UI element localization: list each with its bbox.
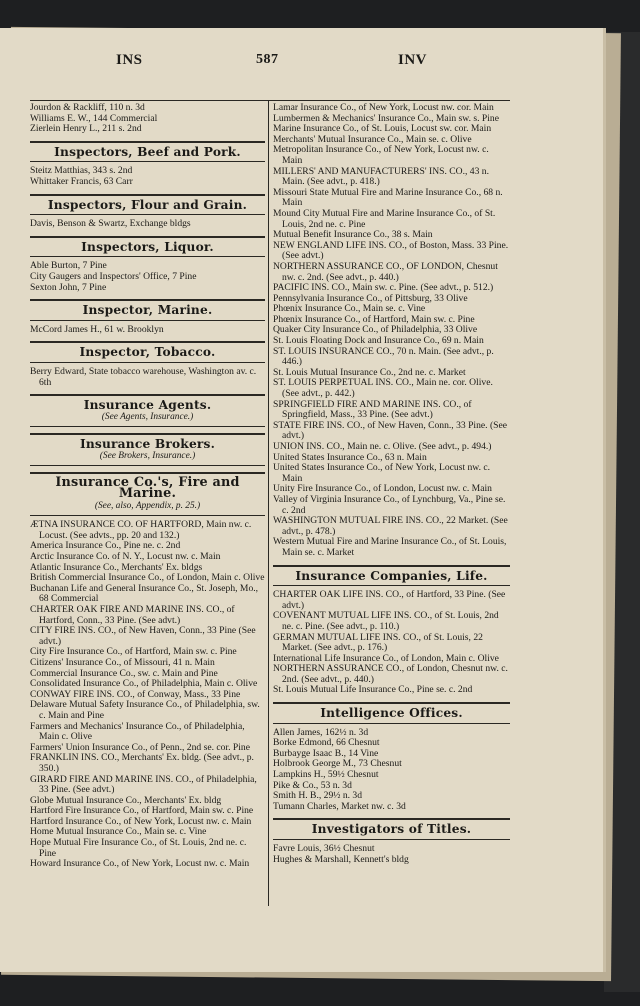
listing-entry: St. Louis Mutual Life Insurance Co., Pine se. c. 2nd: [273, 684, 473, 696]
listing-entry: WASHINGTON MUTUAL FIRE INS. CO., 22 Market. (See advt., p. 478.): [273, 515, 508, 537]
section-title: Inspectors, Liquor.: [81, 239, 214, 254]
section-title: Insurance Agents.: [83, 398, 212, 413]
listing-entry: GERMAN MUTUAL LIFE INS. CO., of St. Louis, 22 Market. (See advt., p. 176.): [273, 631, 483, 654]
listing-entry: Favre Louis, 36½ Chesnut: [273, 843, 375, 854]
listing-entry: Globe Mutual Insurance Co., Merchants' Ex. bldg: [30, 794, 222, 806]
listing-entry: Tumann Charles, Market nw. c. 3d: [273, 800, 406, 812]
listing-entry: International Life Insurance Co., of London, Main c. Olive: [273, 652, 499, 664]
listing-entry: Steitz Matthias, 343 s. 2nd: [30, 165, 133, 177]
section-heading-intelligence: [273, 702, 510, 724]
running-head-left: INS: [116, 52, 143, 68]
section-heading-agents: [30, 394, 265, 427]
listing-entry: Commercial Insurance Co., sw. c. Main and Pine: [30, 667, 218, 679]
listing-entry: Quaker City Insurance Co., of Philadelphia, 33 Olive: [273, 324, 478, 336]
listing-entry: Pike & Co., 53 n. 3d: [273, 779, 352, 791]
listing-entry: Phœnix Insurance Co., of Hartford, Main sw. c. Pine: [273, 313, 475, 325]
listing-entry: STATE FIRE INS. CO., of New Haven, Conn., 33 Pine. (See advt.): [273, 419, 507, 442]
listing-entry: SPRINGFIELD FIRE AND MARINE INS. CO., of Springfield, Mass., 33 Pine. (See advt.): [273, 398, 472, 421]
listing-entry: City Fire Insurance Co., of Hartford, Main sw. c. Pine: [30, 646, 237, 658]
listing-entry: Lamar Insurance Co., of New York, Locust nw. cor. Main: [273, 102, 494, 113]
listing-entry: Home Mutual Insurance Co., Main se. c. Vine: [30, 826, 207, 838]
cross-reference: (See Brokers, Insurance.): [99, 450, 196, 461]
column-divider: [268, 100, 269, 906]
listing-entry: Delaware Mutual Safety Insurance Co., of Philadelphia, sw. c. Main and Pine: [30, 699, 260, 721]
listing-entry: CITY FIRE INS. CO., of New Haven, Conn., 33 Pine (See advt.): [30, 625, 256, 647]
section-title: Inspectors, Flour and Grain.: [47, 197, 248, 212]
listing-entry: Missouri State Mutual Fire and Marine Insurance Co., 68 n. Main: [273, 186, 503, 209]
listing-entry: Western Mutual Fire and Marine Insurance Co., of St. Louis, Main se. c. Market: [273, 536, 507, 558]
listing-entry: McCord James H., 61 w. Brooklyn: [30, 323, 164, 335]
running-head-right: INV: [398, 52, 428, 68]
intro-entries: [30, 103, 265, 135]
listing-entry: Holbrook George M., 73 Chesnut: [273, 758, 402, 770]
listing-entry: Jourdon & Rackliff, 110 n. 3d: [30, 102, 145, 113]
section-title: Inspectors, Beef and Pork.: [54, 144, 241, 159]
listing-entry: Borke Edmond, 66 Chesnut: [273, 737, 380, 749]
listing-entry: UNION INS. CO., Main ne. c. Olive. (See advt., p. 494.): [273, 441, 492, 452]
listing-entry: St. Louis Floating Dock and Insurance Co., 69 n. Main: [273, 335, 484, 347]
listing-entry: NEW ENGLAND LIFE INS. CO., of Boston, Mass. 33 Pine. (See advt.): [273, 239, 509, 262]
listing-entry: Able Burton, 7 Pine: [30, 260, 107, 272]
listing-entry: City Gaugers and Inspectors' Office, 7 Pine: [30, 270, 197, 282]
listing-entry: MILLERS' AND MANUFACTURERS' INS. CO., 43 n. Main. (See advt., p. 418.): [273, 165, 489, 188]
listing-entry: Lampkins H., 59½ Chesnut: [273, 769, 379, 781]
listing-entry: Davis, Benson & Swartz, Exchange bldgs: [30, 218, 191, 230]
listing-entry: Whittaker Francis, 63 Carr: [30, 175, 133, 187]
section-heading-fire-marine: [30, 472, 265, 516]
section-heading-titles: [273, 818, 510, 840]
section-title: Insurance Companies, Life.: [295, 568, 488, 583]
listing-entry: United States Insurance Co., of New York, Locust nw. c. Main: [273, 462, 491, 484]
listing-entry: GIRARD FIRE AND MARINE INS. CO., of Philadelphia, 33 Pine. (See advt.): [30, 773, 257, 796]
listing-entry: NORTHERN ASSURANCE CO., OF LONDON, Chesnut nw. c. 2nd. (See advt., p. 440.): [273, 260, 498, 283]
listing-entry: Smith H. B., 29½ n. 3d: [273, 790, 363, 802]
listing-entry: FRANKLIN INS. CO., Merchants' Ex. bldg. (See advt., p. 350.): [30, 752, 254, 774]
listing-entry: Howard Insurance Co., of New York, Locust nw. c. Main: [30, 858, 250, 870]
section-title: Intelligence Offices.: [320, 706, 463, 721]
section-heading-life: [273, 565, 510, 587]
listing-entry: Burbayge Isaac B., 14 Vine: [273, 747, 379, 759]
section-heading-liquor: [30, 236, 265, 258]
listing-entry: NORTHERN ASSURANCE CO., of London, Chesnut nw. c. 2nd. (See advt., p. 440.): [273, 663, 508, 685]
listing-entry: St. Louis Mutual Insurance Co., 2nd ne. c. Market: [273, 366, 466, 378]
listing-entry: British Commercial Insurance Co., of London, Main c. Olive: [30, 572, 265, 584]
section-title: Inspector, Tobacco.: [79, 345, 216, 360]
header-rule: [30, 100, 510, 101]
listing-entry: Phœnix Insurance Co., Main se. c. Vine: [273, 303, 426, 315]
cross-reference: (See, also, Appendix, p. 25.): [94, 500, 201, 511]
listing-entry: Williams E. W., 144 Commercial: [30, 112, 158, 124]
listing-entry: Berry Edward, State tobacco warehouse, Washington av. c. 6th: [30, 365, 257, 388]
listing-entry: Mound City Mutual Fire and Marine Insurance Co., of St. Louis, 2nd ne. c. Pine: [273, 207, 496, 230]
listing-entry: Lumbermen & Mechanics' Insurance Co., Main sw. s. Pine: [273, 112, 499, 124]
listing-entry: CONWAY FIRE INS. CO., of Conway, Mass., 33 Pine: [30, 688, 241, 700]
right-column: [273, 103, 510, 865]
listing-entry: Hughes & Marshall, Kennett's bldg: [273, 853, 409, 865]
cross-reference: (See Agents, Insurance.): [101, 411, 194, 422]
listing-entry: Sexton John, 7 Pine: [30, 281, 107, 293]
listing-entry: COVENANT MUTUAL LIFE INS. CO., of St. Louis, 2nd ne. c. Pine. (See advt., p. 110.): [273, 610, 499, 632]
section-heading-tobacco: [30, 341, 265, 363]
listing-entry: Zierlein Henry L., 211 s. 2nd: [30, 123, 142, 135]
left-column: [30, 103, 265, 870]
listing-entry: Hartford Fire Insurance Co., of Hartford, Main sw. c. Pine: [30, 805, 254, 817]
listing-entry: Farmers' Union Insurance Co., of Penn., 2nd se. cor. Pine: [30, 741, 250, 753]
listing-entry: Arctic Insurance Co. of N. Y., Locust nw. c. Main: [30, 551, 221, 563]
listing-entry: ST. LOUIS INSURANCE CO., 70 n. Main. (See advt., p. 446.): [273, 345, 494, 368]
listing-entry: Marine Insurance Co., of St. Louis, Locust sw. cor. Main: [273, 123, 492, 135]
section-title: Insurance Brokers.: [79, 437, 216, 452]
listing-entry: ST. LOUIS PERPETUAL INS. CO., Main ne. cor. Olive. (See advt., p. 442.): [273, 377, 493, 400]
section-title: Investigators of Titles.: [311, 822, 472, 837]
listing-entry: Hartford Insurance Co., of New York, Locust nw. c. Main: [30, 815, 252, 827]
listing-entry: Merchants' Mutual Insurance Co., Main se. c. Olive: [273, 133, 472, 145]
listing-entry: Mutual Benefit Insurance Co., 38 s. Main: [273, 229, 433, 241]
section-heading-brokers: [30, 433, 265, 466]
listing-entry: PACIFIC INS. CO., Main sw. c. Pine. (See advt., p. 512.): [273, 282, 494, 294]
listing-entry: Buchanan Life and General Insurance Co., St. Joseph, Mo., 68 Commercial: [30, 582, 259, 605]
listing-entry: Farmers and Mechanics' Insurance Co., of Philadelphia, Main c. Olive: [30, 720, 245, 743]
section-title: Insurance Co.'s, Fire and Marine.: [55, 475, 240, 502]
listing-entry: Atlantic Insurance Co., Merchants' Ex. bldgs: [30, 561, 203, 573]
listing-entry: Valley of Virginia Insurance Co., of Lynchburg, Va., Pine se. c. 2nd: [273, 493, 506, 516]
section-heading-marine: [30, 299, 265, 321]
section-heading-beef-pork: [30, 141, 265, 163]
listing-entry: Metropolitan Insurance Co., of New York, Locust nw. c. Main: [273, 144, 489, 166]
listing-entry: America Insurance Co., Pine ne. c. 2nd: [30, 540, 181, 552]
listing-entry: Citizens' Insurance Co., of Missouri, 41 n. Main: [30, 656, 215, 668]
listing-entry: ÆTNA INSURANCE CO. OF HARTFORD, Main nw. c. Locust. (See advts., pp. 20 and 132.): [30, 519, 252, 541]
section-title: Inspector, Marine.: [82, 303, 213, 318]
listing-entry: CHARTER OAK FIRE AND MARINE INS. CO., of Hartford, Conn., 33 Pine. (See advt.): [30, 604, 235, 626]
listing-entry: Hope Mutual Fire Insurance Co., of St. Louis, 2nd ne. c. Pine: [30, 837, 247, 859]
page-number: 587: [256, 52, 279, 67]
listing-entry: United States Insurance Co., 63 n. Main: [273, 451, 427, 463]
listing-entry: Allen James, 162½ n. 3d: [273, 726, 369, 738]
listing-entry: Pennsylvania Insurance Co., of Pittsburg, 33 Olive: [273, 292, 468, 304]
listing-entry: CHARTER OAK LIFE INS. CO., of Hartford, 33 Pine. (See advt.): [273, 589, 506, 611]
listing-entry: Consolidated Insurance Co., of Philadelphia, Main c. Olive: [30, 678, 258, 690]
listing-entry: Unity Fire Insurance Co., of London, Locust nw. c. Main: [273, 483, 492, 495]
section-heading-flour-grain: [30, 194, 265, 216]
